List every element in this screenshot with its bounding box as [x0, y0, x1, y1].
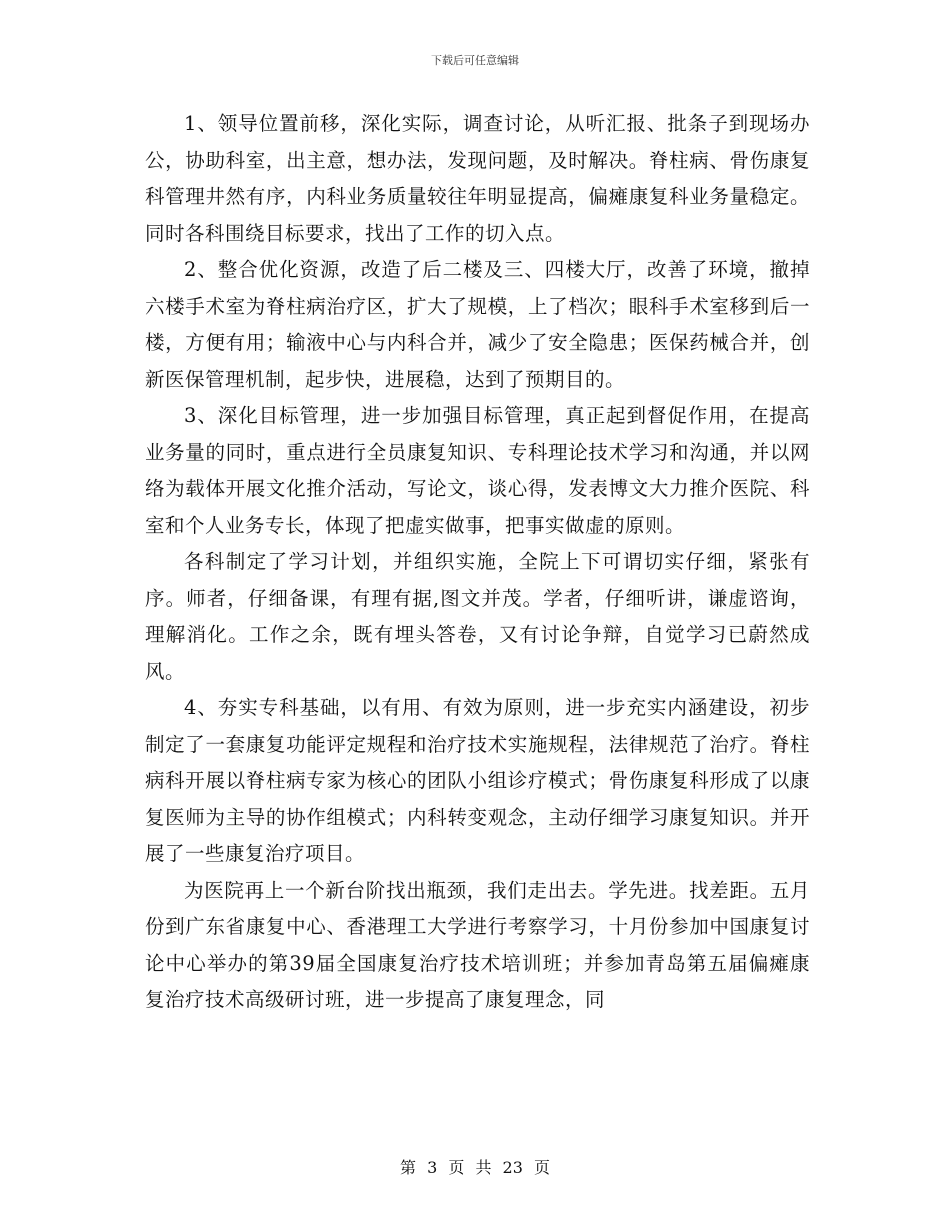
- document-body: [145, 106, 810, 1019]
- page-header-note: 下载后可任意编辑: [431, 54, 519, 67]
- paragraph-2: 2、整合优化资源，改造了后二楼及三、四楼大厅，改善了环境，撤掉六楼手术室为脊柱病治疗区，扩大了规模，上了档次；眼科手术室移到后一楼，方便有用；输液中心与内科合并，减少了安全隐患；医保药械合并，创新医保管理机制，起步快，进展稳，达到了预期目的。: [145, 258, 810, 391]
- paragraph-4: 各科制定了学习计划，并组织实施，全院上下可谓切实仔细，紧张有序。师者，仔细备课，有理有据,图文并茂。学者，仔细听讲，谦虚谘询，理解消化。工作之余，既有埋头答卷，又有讨论争辩，自觉学习已蔚然成风。: [145, 550, 810, 683]
- paragraph-5: 4、夯实专科基础，以有用、有效为原则，进一步充实内涵建设，初步制定了一套康复功能评定规程和治疗技术实施规程，法律规范了治疗。脊柱病科开展以脊柱病专家为核心的团队小组诊疗模式；骨伤康复科形成了以康复医师为主导的协作组模式；内科转变观念，主动仔细学习康复知识。并开展了一些康复治疗项目。: [145, 696, 810, 865]
- paragraph-1: 1、领导位置前移，深化实际，调查讨论，从听汇报、批条子到现场办公，协助科室，出主意，想办法，发现问题，及时解决。脊柱病、骨伤康复科管理井然有序，内科业务质量较往年明显提高，偏瘫康复科业务量稳定。同时各科围绕目标要求，找出了工作的切入点。: [145, 112, 810, 245]
- paragraph-3: 3、深化目标管理，进一步加强目标管理，真正起到督促作用，在提高业务量的同时，重点进行全员康复知识、专科理论技术学习和沟通，并以网络为载体开展文化推介活动，写论文，谈心得，发表博文大力推介医院、科室和个人业务专长，体现了把虚实做事，把事实做虚的原则。: [145, 404, 810, 537]
- paragraph-6: 为医院再上一个新台阶找出瓶颈，我们走出去。学先进。找差距。五月份到广东省康复中心、香港理工大学进行考察学习，十月份参加中国康复讨论中心举办的第39届全国康复治疗技术培训班；并参加青岛第五届偏瘫康复治疗技术高级研讨班，进一步提高了康复理念，同: [145, 878, 810, 1011]
- page-number-footer: 第 3 页 共 23 页: [400, 1158, 550, 1177]
